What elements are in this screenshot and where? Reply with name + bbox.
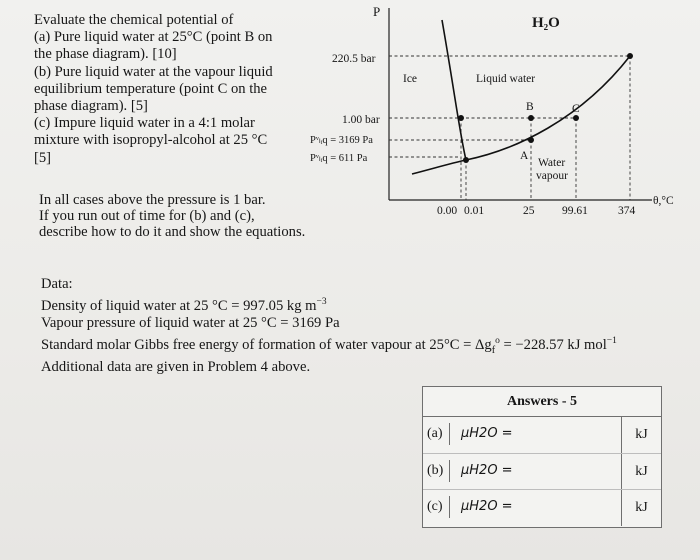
point-a-label: A bbox=[520, 150, 529, 162]
label-psat-triple: Pᵛₗᵢq = 611 Pa bbox=[310, 153, 368, 164]
question-line: (a) Pure liquid water at 25°C (point B on bbox=[34, 29, 273, 46]
answer-row-a bbox=[423, 417, 661, 453]
p-axis-label: P bbox=[373, 4, 381, 19]
question-line: Evaluate the chemical potential of bbox=[34, 12, 234, 28]
answers-table bbox=[422, 386, 662, 528]
gibbs-line: Standard molar Gibbs free energy of formation of water vapour at $25^\circ C = \Delta g_f^o = -228.57$ kJ mol$^{-1}$ bbox=[41, 335, 617, 356]
additional-data-line: Additional data are given in Problem 4 above. bbox=[41, 359, 311, 375]
question-line: (c) Impure liquid water in a 4:1 molar bbox=[34, 115, 255, 132]
point-c-label: C bbox=[572, 103, 580, 115]
unit-label: kJ bbox=[621, 417, 661, 453]
point-b-label: B bbox=[526, 101, 534, 113]
t-tick-label: 0.01 bbox=[464, 205, 485, 217]
data-section bbox=[41, 276, 617, 377]
region-liquid-label: Liquid water bbox=[476, 73, 536, 85]
vaporization-curve bbox=[466, 56, 630, 160]
answer-a-input[interactable] bbox=[523, 423, 623, 447]
t-tick-label: 374 bbox=[618, 205, 636, 217]
sublimation-curve bbox=[412, 160, 466, 174]
point-a-marker bbox=[528, 137, 534, 143]
question-line: [5] bbox=[34, 149, 52, 166]
question-text bbox=[34, 12, 334, 167]
diagram-title: H₂O bbox=[532, 15, 560, 31]
answer-row-c bbox=[423, 489, 661, 526]
t-tick-label: 25 bbox=[523, 205, 535, 217]
answer-c-input[interactable] bbox=[523, 496, 623, 520]
density-exponent: −3 bbox=[316, 296, 327, 307]
mu-h2o-label: μH2O = bbox=[461, 499, 513, 514]
answer-label: (c) bbox=[427, 496, 450, 518]
data-heading: Data: bbox=[41, 276, 73, 292]
label-one-bar: 1.00 bar bbox=[342, 114, 380, 126]
point-critical bbox=[627, 53, 633, 59]
t-tick-label: 0.00 bbox=[437, 205, 458, 217]
note-line: In all cases above the pressure is 1 bar. bbox=[39, 192, 266, 208]
question-line: phase diagram). [5] bbox=[34, 98, 148, 115]
answers-title: Answers - 5 bbox=[423, 387, 661, 417]
t-tick-label: 99.61 bbox=[562, 205, 588, 217]
point-melting-1bar bbox=[458, 115, 464, 121]
question-line: (b) Pure liquid water at the vapour liquid bbox=[34, 63, 273, 80]
label-psat-25: Pᵛₗᵢq = 3169 Pa bbox=[310, 135, 373, 146]
answer-label: (b) bbox=[427, 460, 450, 482]
question-line: equilibrium temperature (point C on the bbox=[34, 80, 268, 97]
note-line: describe how to do it and show the equations. bbox=[39, 224, 306, 240]
t-axis-label: θ,°C bbox=[653, 195, 674, 207]
density-text: Density of liquid water at 25 °C = 997.05 kg m bbox=[41, 297, 317, 314]
question-line: mixture with isopropyl-alcohol at 25 °C bbox=[34, 132, 268, 149]
phase-diagram bbox=[300, 0, 700, 230]
note-line: If you run out of time for (b) and (c), bbox=[39, 208, 255, 224]
melting-curve bbox=[442, 20, 466, 160]
region-vapour-label-2: vapour bbox=[536, 170, 568, 182]
mu-h2o-label: μH2O = bbox=[461, 426, 513, 441]
instruction-note bbox=[39, 192, 305, 240]
vapour-pressure-line: Vapour pressure of liquid water at 25 °C = 3169 Pa bbox=[41, 315, 340, 332]
unit-label: kJ bbox=[621, 490, 661, 526]
region-ice-label: Ice bbox=[403, 73, 418, 85]
mu-h2o-label: μH2O = bbox=[461, 463, 513, 478]
point-triple bbox=[463, 157, 469, 163]
question-line: the phase diagram). [10] bbox=[34, 46, 177, 63]
answer-row-b bbox=[423, 453, 661, 490]
point-c-marker bbox=[573, 115, 579, 121]
region-vapour-label-1: Water bbox=[538, 157, 566, 169]
gibbs-exponent: −1 bbox=[606, 335, 617, 346]
unit-label: kJ bbox=[621, 454, 661, 490]
gibbs-text: Standard molar Gibbs free energy of formation of water vapour at 25°C = Δg bbox=[41, 336, 492, 353]
answer-b-input[interactable] bbox=[523, 460, 623, 484]
density-line bbox=[41, 294, 617, 315]
point-b-marker bbox=[528, 115, 534, 121]
label-critical-pressure: 220.5 bar bbox=[332, 53, 376, 65]
gibbs-value: = −228.57 kJ mol bbox=[499, 336, 607, 353]
answer-label: (a) bbox=[427, 423, 450, 445]
